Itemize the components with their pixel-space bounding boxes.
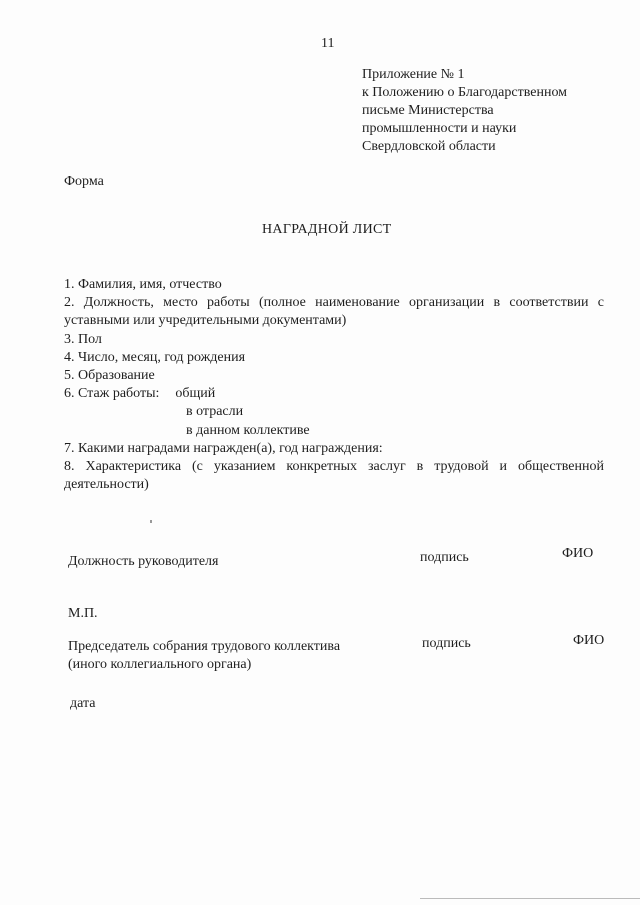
work-experience-label: 6. Стаж работы: xyxy=(64,386,160,402)
document-title: НАГРАДНОЙ ЛИСТ xyxy=(262,222,392,237)
field-sex: 3. Пол xyxy=(64,331,102,347)
field-work-experience xyxy=(64,385,604,403)
chairman-fio-label: ФИО xyxy=(573,633,605,648)
appendix-note xyxy=(362,66,567,156)
experience-team: в данном коллективе xyxy=(186,422,310,438)
field-birth-date: 4. Число, месяц, год рождения xyxy=(64,349,246,365)
scan-edge-line xyxy=(420,898,640,899)
appendix-line: Свердловской области xyxy=(362,139,496,154)
appendix-line: к Положению о Благодарственном xyxy=(362,85,568,100)
field-full-name: 1. Фамилия, имя, отчество xyxy=(64,277,222,292)
appendix-line: Приложение № 1 xyxy=(362,67,465,82)
field-characteristic: 8. Характеристика (с указанием конкретных заслуг в трудовой и общественной деятельности) xyxy=(64,459,604,493)
chairman-line: Председатель собрания трудового коллектива xyxy=(68,639,341,654)
manager-fio-label: ФИО xyxy=(562,546,594,561)
chairman-signature-label: подпись xyxy=(422,636,471,651)
experience-industry: в отрасли xyxy=(186,404,244,420)
appendix-line: промышленности и науки xyxy=(362,121,517,136)
field-position-workplace: 2. Должность, место работы (полное наименование организации в соответствии с уставными или учредительными документами) xyxy=(64,295,604,329)
experience-total: общий xyxy=(175,386,216,402)
stamp-place-label: М.П. xyxy=(68,606,98,621)
form-label: Форма xyxy=(64,174,104,189)
chairman-label xyxy=(68,638,340,674)
award-sheet-fields xyxy=(64,276,604,494)
scan-speck xyxy=(150,520,152,523)
date-label: дата xyxy=(70,696,96,711)
manager-signature-label: подпись xyxy=(420,550,469,565)
manager-position-label: Должность руководителя xyxy=(68,554,219,569)
appendix-line: письме Министерства xyxy=(362,103,494,118)
page-number: 11 xyxy=(321,36,335,51)
field-awards: 7. Какими наградами награжден(а), год награждения: xyxy=(64,440,383,456)
field-education: 5. Образование xyxy=(64,368,155,384)
chairman-line: (иного коллегиального органа) xyxy=(68,657,252,672)
